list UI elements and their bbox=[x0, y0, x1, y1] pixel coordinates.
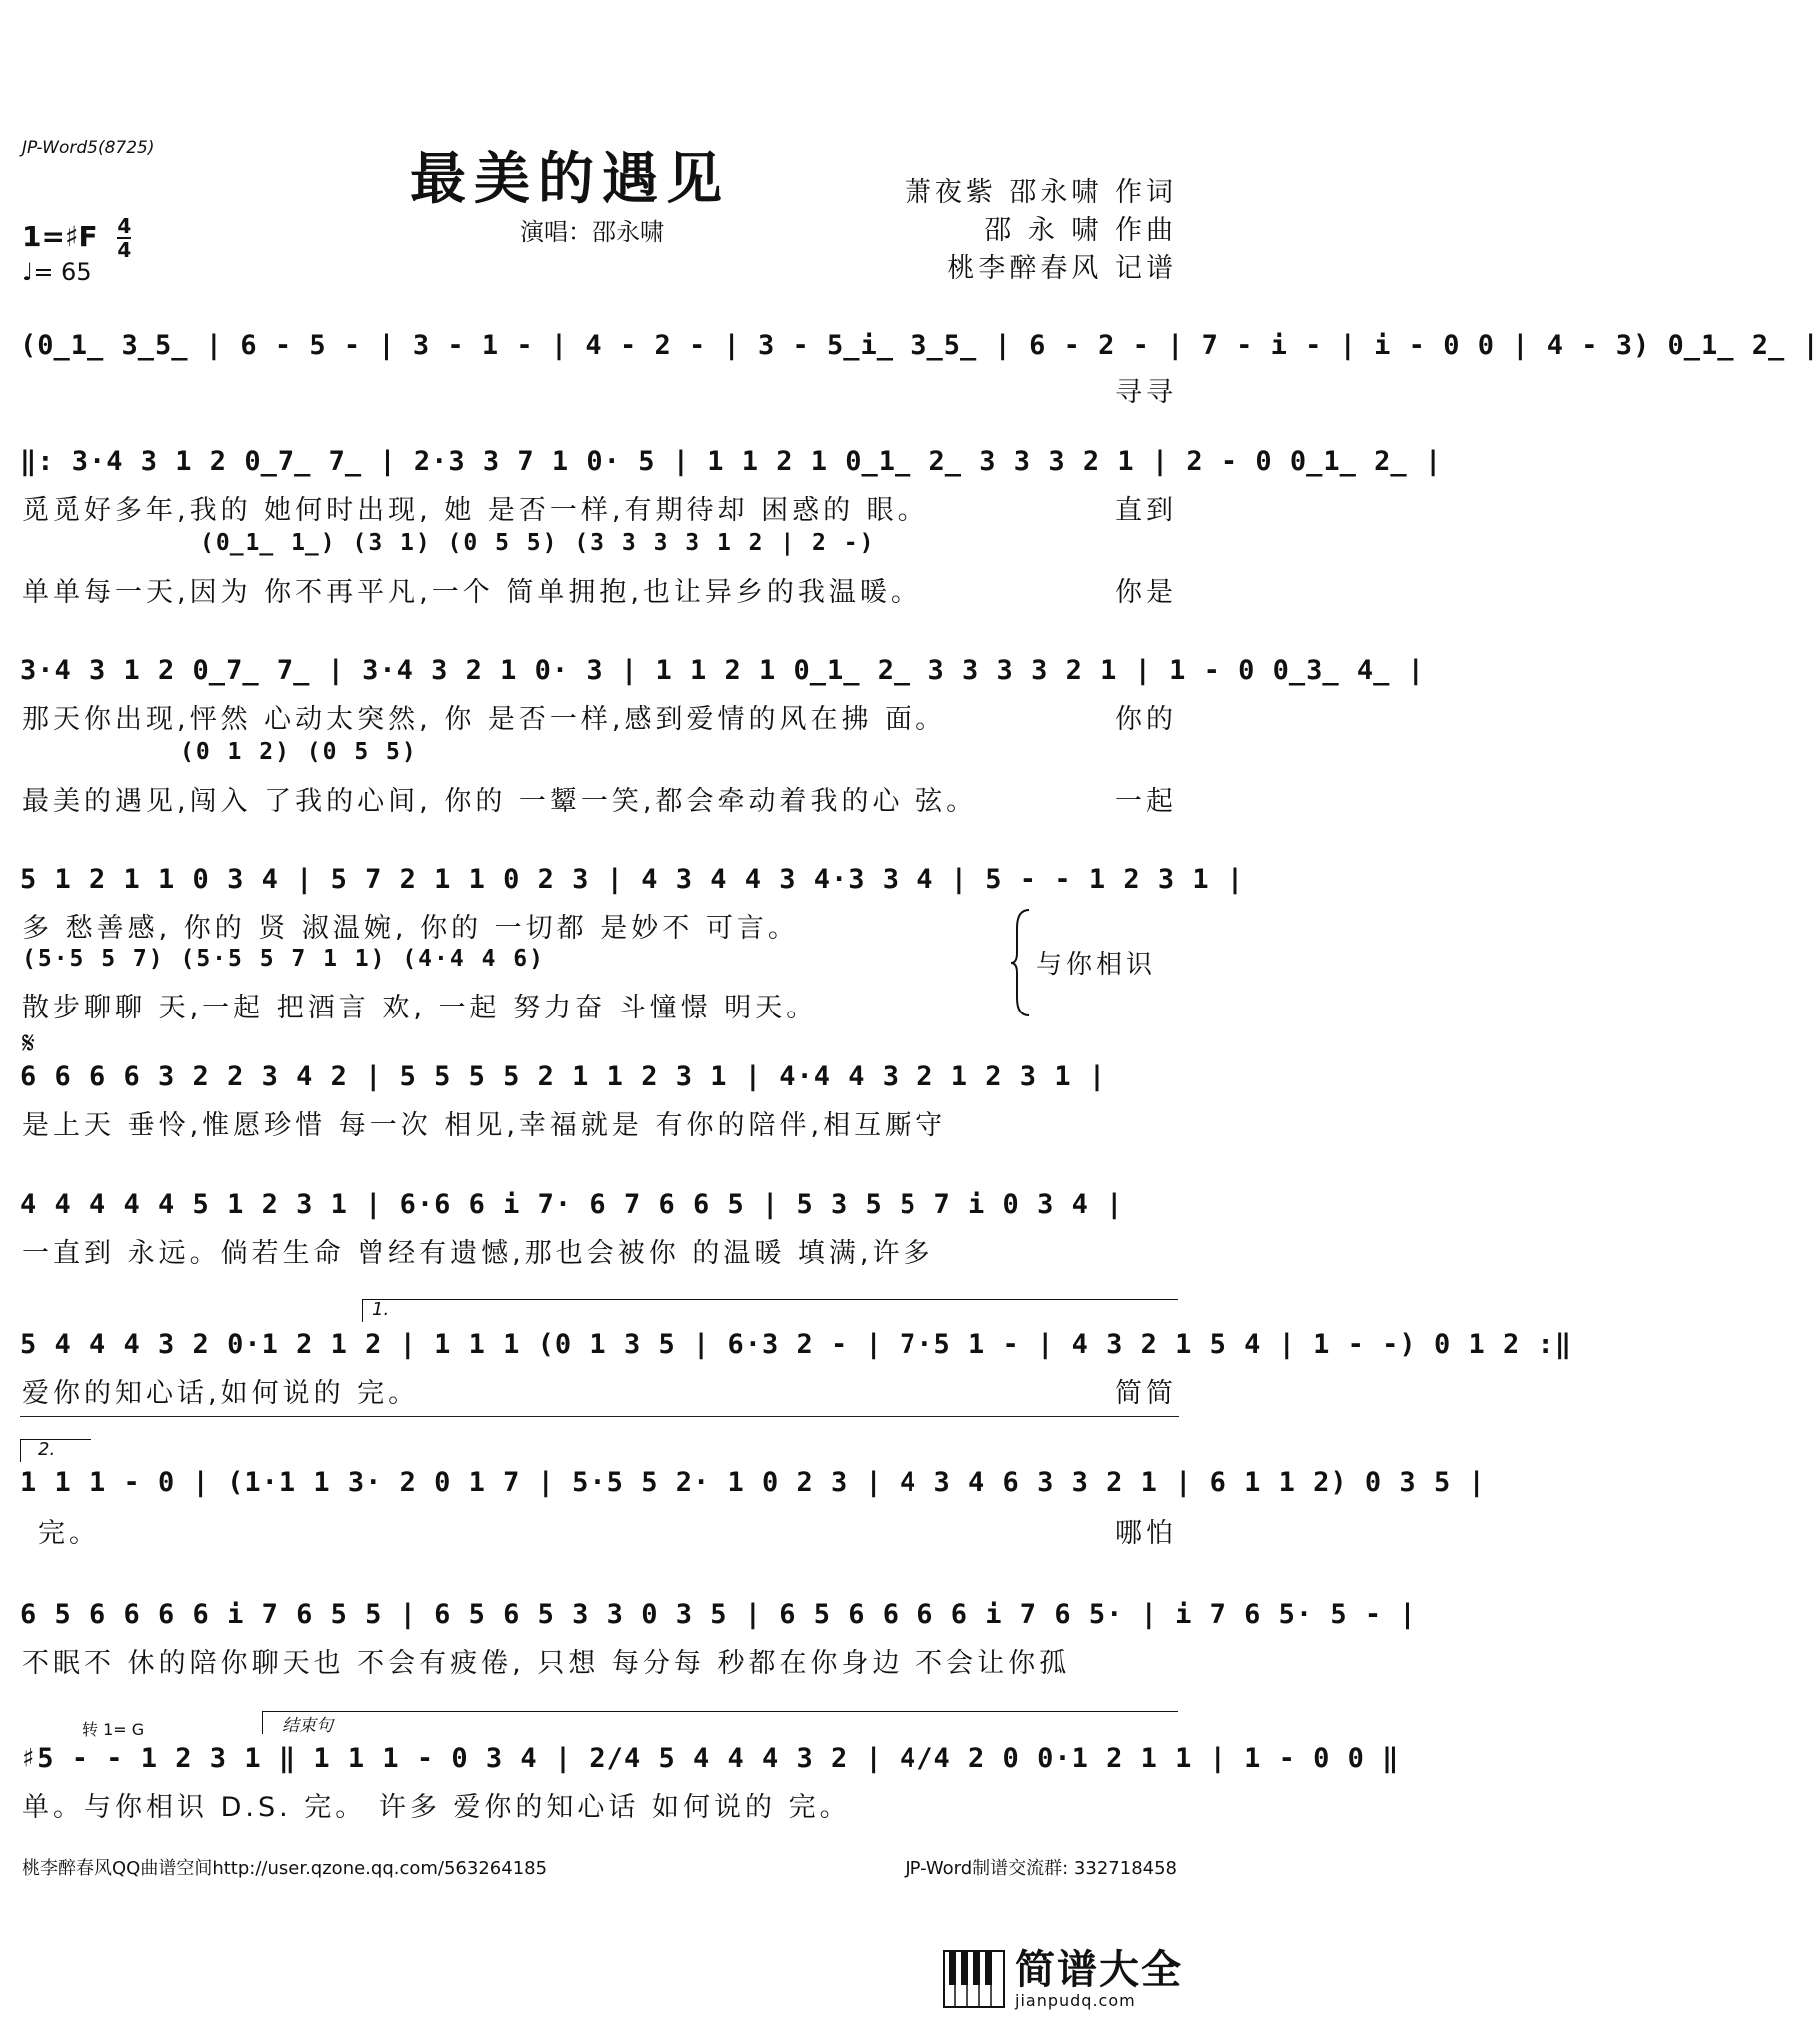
lyric-line-4b: 散步聊聊 天,一起 把酒言 欢, 一起 努力奋 斗憧憬 明天。 bbox=[22, 993, 818, 1023]
lyric-line-2b bbox=[22, 570, 1177, 609]
lyric-2a-pickup: 直到 bbox=[1115, 495, 1177, 526]
piano-keys-icon bbox=[943, 1950, 1005, 2008]
notation-credit: 桃李醉春风 记谱 bbox=[947, 253, 1177, 284]
site-watermark bbox=[943, 1946, 1183, 2010]
notation-line-7: 5 4 4 4 3 2 0·1 2 1 2 | 1 1 1 (0 1 3 5 | 6·3 2 - | 7·5 1 - | 4 3 2 1 5 4 | 1 - -) 0 1 2 :‖ bbox=[20, 1329, 1572, 1360]
lyric-2b-main: 单单每一天,因为 你不再平凡,一个 简单拥抱,也让异乡的我温暖。 bbox=[22, 577, 921, 608]
lyric-2a-main: 觅觅好多年,我的 她何时出现, 她 是否一样,有期待却 困惑的 眼。 bbox=[22, 495, 928, 526]
volta-2-label: 2. bbox=[38, 1439, 56, 1460]
lyric-2b-pickup: 你是 bbox=[1115, 577, 1177, 608]
singer-credit: 演唱：邵永啸 bbox=[520, 218, 664, 246]
watermark-text bbox=[1015, 1946, 1183, 2010]
notation-line-3: 3·4 3 1 2 0̲7̲ 7̲ | 3·4 3 2 1 0· 3 | 1 1 2 1 0̲1̲ 2̲ 3 3 3 3 2 1 | 1 - 0 0̲3̲ 4̲ | bbox=[20, 655, 1425, 686]
lyric-3a-main: 那天你出现,怦然 心动太突然, 你 是否一样,感到爱情的风在拂 面。 bbox=[22, 704, 947, 735]
time-signature bbox=[117, 215, 131, 261]
lyric-line-7 bbox=[22, 1371, 1177, 1410]
notation-line-4: 5 1 2 1 1 0 3 4 | 5 7 2 1 1 0 2 3 | 4 3 4 4 3 4·3 3 4 | 5 - - 1 2 3 1 | bbox=[20, 864, 1245, 895]
lyric-line-4a: 多 愁善感, 你的 贤 淑温婉, 你的 一切都 是妙不 可言。 bbox=[22, 913, 799, 944]
volta-bracket-1 bbox=[362, 1299, 1178, 1322]
modulation-marking: 转 1= G bbox=[82, 1720, 145, 1739]
time-sig-top: 4 bbox=[117, 214, 132, 238]
lyric-line-3a bbox=[22, 697, 1177, 736]
lyric-3a-pickup: 你的 bbox=[1115, 704, 1177, 735]
watermark-url: jianpudq.com bbox=[1015, 1990, 1136, 2010]
lyric-8-main: 完。 bbox=[38, 1518, 100, 1549]
lyric-7-main: 爱你的知心话,如何说的 完。 bbox=[22, 1378, 420, 1409]
footer-source-link: 桃李醉春风QQ曲谱空间http://user.qzone.qq.com/563264185 bbox=[22, 1858, 548, 1879]
lyric-line-5: 是上天 垂怜,惟愿珍惜 每一次 相见,幸福就是 有你的陪伴,相互厮守 bbox=[22, 1110, 947, 1141]
coda-label: 结束句 bbox=[282, 1716, 333, 1736]
lyric-line-8 bbox=[22, 1511, 1177, 1550]
lyric-line-2a bbox=[22, 488, 1177, 527]
tempo-marking: ♩= 65 bbox=[22, 258, 92, 286]
brace-lyric: 与你相识 bbox=[1036, 950, 1157, 980]
verse-brace bbox=[1009, 908, 1033, 1017]
notation-line-9: 6 5 6 6 6 6 i 7 6 5 5 | 6 5 6 5 3 3 0 3 5 | 6 5 6 6 6 6 i 7 6 5· | i 7 6 5· 5 - | bbox=[20, 1599, 1417, 1630]
notation-line-5: 6 6 6 6 3 2 2 3 4 2 | 5 5 5 5 2 1 1 2 3 1 | 4·4 4 3 2 1 2 3 1 | bbox=[20, 1061, 1107, 1092]
lyricist-credit: 萧夜紫 邵永啸 作词 bbox=[904, 177, 1177, 208]
notation-line-2: ‖: 3·4 3 1 2 0̲7̲ 7̲ | 2·3 3 7 1 0· 5 | 1 1 2 1 0̲1̲ 2̲ 3 3 3 2 1 | 2 - 0 0̲1̲ 2̲ | bbox=[20, 446, 1443, 477]
lyric-line-3b bbox=[22, 779, 1177, 818]
volta-bracket-2 bbox=[20, 1439, 91, 1462]
song-title: 最美的遇见 bbox=[410, 146, 730, 212]
volta-1-label: 1. bbox=[372, 1299, 390, 1320]
divider bbox=[20, 1416, 1179, 1417]
alt-notation-4: (5·5 5 7) (5·5 5 7 1 1) (4·4 4 6) bbox=[22, 946, 545, 972]
coda-bracket bbox=[262, 1711, 1178, 1734]
software-tag: JP-Word5(8725) bbox=[22, 138, 155, 158]
footer-group-info: JP-Word制谱交流群: 332718458 bbox=[905, 1858, 1177, 1879]
key-signature bbox=[22, 215, 131, 261]
notation-line-8: 1 1 1 - 0 | (1·1 1 3· 2 0 1 7 | 5·5 5 2· 1 0 2 3 | 4 3 4 6 3 3 2 1 | 6 1 1 2) 0 3 5 | bbox=[20, 1467, 1486, 1498]
lyric-1-pickup: 寻寻 bbox=[1115, 377, 1177, 408]
lyric-line-6: 一直到 永远。倘若生命 曾经有遗憾,那也会被你 的温暖 填满,许多 bbox=[22, 1238, 934, 1269]
lyric-7-pickup: 简简 bbox=[1115, 1378, 1177, 1409]
alt-notation-3: (0 1 2) (0 5 5) bbox=[180, 739, 418, 765]
lyric-line-10: 单。与你相识 D.S. 完。 许多 爱你的知心话 如何说的 完。 bbox=[22, 1792, 851, 1823]
lyric-3b-main: 最美的遇见,闯入 了我的心间, 你的 一颦一笑,都会牵动着我的心 弦。 bbox=[22, 786, 978, 817]
lyric-line-1 bbox=[22, 370, 1177, 409]
watermark-title: 简谱大全 bbox=[1015, 1946, 1183, 1993]
notation-line-10: ♯5 - - 1 2 3 1 ‖ 1 1 1 - 0 3 4 | 2/4 5 4 4 4 3 2 | 4/4 2 0 0·1 2 1 1 | 1 - 0 0 ‖ bbox=[20, 1743, 1400, 1774]
notation-line-1: (0̲1̲ 3̲5̲ | 6 - 5 - | 3 - 1 - | 4 - 2 - | 3 - 5̲i̲ 3̲5̲ | 6 - 2 - | 7 - i - | i - 0 0 | 4 - 3) 0̲1̲ 2̲ | bbox=[20, 330, 1820, 361]
lyric-line-9: 不眠不 休的陪你聊天也 不会有疲倦, 只想 每分每 秒都在你身边 不会让你孤 bbox=[22, 1648, 1071, 1679]
notation-line-6: 4 4 4 4 4 5 1 2 3 1 | 6·6 6 i 7· 6 7 6 6 5 | 5 3 5 5 7 i 0 3 4 | bbox=[20, 1189, 1124, 1220]
time-sig-bottom: 4 bbox=[117, 238, 132, 262]
lyric-8-pickup: 哪怕 bbox=[1115, 1518, 1177, 1549]
lyric-3b-pickup: 一起 bbox=[1115, 786, 1177, 817]
alt-notation-2: (0̲1̲ 1̲) (3 1) (0 5 5) (3 3 3 3 1 2 | 2 -) bbox=[200, 530, 876, 556]
key-text: 1=♯F bbox=[22, 220, 98, 253]
composer-credit: 邵 永 啸 作曲 bbox=[984, 215, 1177, 246]
segno-sign: 𝄋 bbox=[22, 1026, 35, 1061]
